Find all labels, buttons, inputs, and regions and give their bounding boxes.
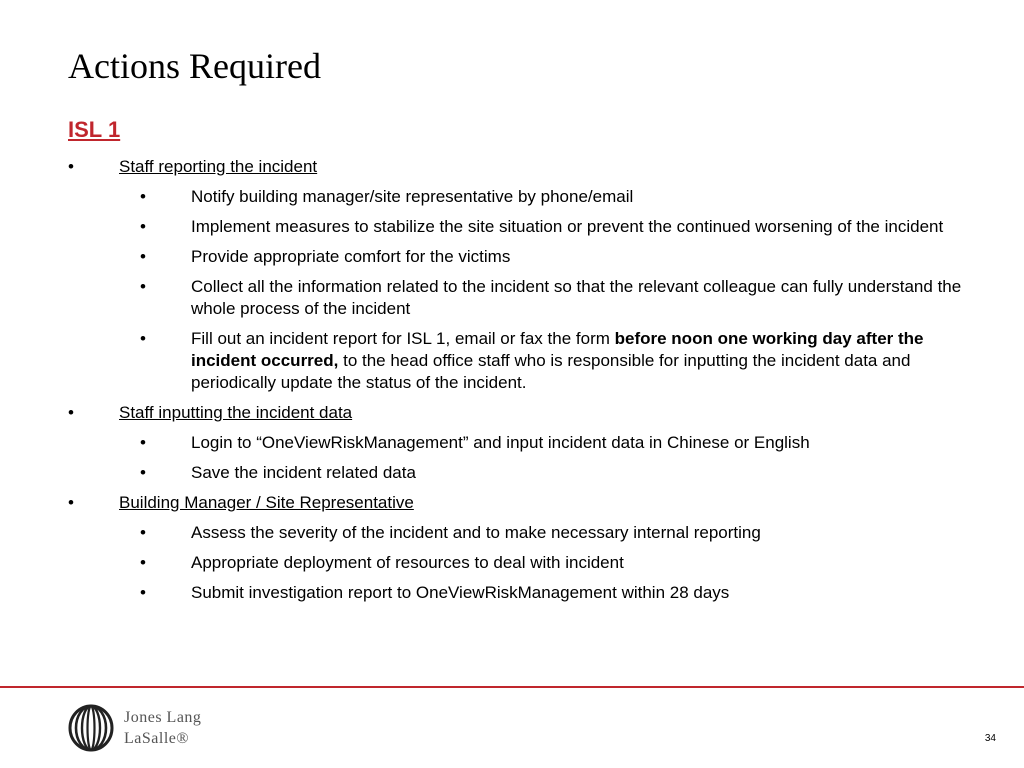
jll-logo-icon: [68, 704, 114, 752]
item-text-deadline: before noon one working day after the incident occurred,: [191, 329, 924, 370]
list-item-text: [191, 328, 988, 394]
list-item: [68, 582, 988, 604]
bullet-icon: •: [140, 463, 146, 482]
section-staff-reporting: [68, 156, 988, 394]
list-item: [68, 186, 988, 208]
section-staff-inputting: [68, 402, 988, 484]
section-heading: Building Manager / Site Representative: [119, 493, 414, 512]
list-item-text: Submit investigation report to OneViewRiskManagement within 28 days: [191, 583, 730, 602]
section-items: [68, 522, 988, 604]
bullet-icon: •: [68, 157, 74, 176]
list-item: [68, 432, 988, 454]
bullet-icon: •: [140, 247, 146, 266]
bullet-icon: •: [68, 493, 74, 512]
wordmark-line-2: LaSalle®: [124, 730, 190, 747]
list-item-text: Assess the severity of the incident and to make necessary internal reporting: [191, 523, 761, 542]
slide-subtitle: ISL 1: [68, 117, 121, 142]
bullet-icon: •: [140, 583, 146, 602]
list-item: [68, 246, 988, 268]
bullet-icon: •: [140, 217, 146, 236]
list-item-text: Appropriate deployment of resources to deal with incident: [191, 553, 624, 572]
list-item-text: Implement measures to stabilize the site situation or prevent the continued worsening of the incident: [191, 217, 944, 236]
list-item: [68, 462, 988, 484]
section-building-manager: [68, 492, 988, 604]
bullet-icon: •: [140, 553, 146, 572]
page-number: 34: [984, 733, 996, 744]
list-item: [68, 522, 988, 544]
list-item-text: Collect all the information related to the incident so that the relevant colleague can fully understand the whole process of the incident: [191, 277, 962, 318]
bullet-icon: •: [140, 187, 146, 206]
section-heading: Staff reporting the incident: [119, 157, 318, 176]
company-wordmark: [124, 707, 201, 749]
bullet-icon: •: [140, 433, 146, 452]
list-item: [68, 552, 988, 574]
slide-content: [68, 156, 988, 612]
item-text-after: to the head office staff who is responsible for inputting the incident data and periodically update the status of the incident.: [191, 351, 911, 392]
bullet-icon: •: [140, 329, 146, 348]
list-item: [68, 276, 988, 320]
section-heading: Staff inputting the incident data: [119, 403, 353, 422]
list-item: [68, 328, 988, 394]
wordmark-line-1: Jones Lang: [124, 709, 202, 726]
list-item-text: Provide appropriate comfort for the victims: [191, 247, 511, 266]
bullet-icon: •: [140, 523, 146, 542]
slide-title: Actions Required: [68, 46, 321, 86]
list-item-text: Login to “OneViewRiskManagement” and input incident data in Chinese or English: [191, 433, 810, 452]
bullet-icon: •: [140, 277, 146, 296]
item-text-before: Fill out an incident report for ISL 1, email or fax the form: [191, 329, 615, 348]
section-items: [68, 186, 988, 394]
footer-divider: [0, 686, 1024, 688]
list-item-text: Save the incident related data: [191, 463, 416, 482]
bullet-icon: •: [68, 403, 74, 422]
section-items: [68, 432, 988, 484]
list-item: [68, 216, 988, 238]
list-item-text: Notify building manager/site representative by phone/email: [191, 187, 634, 206]
